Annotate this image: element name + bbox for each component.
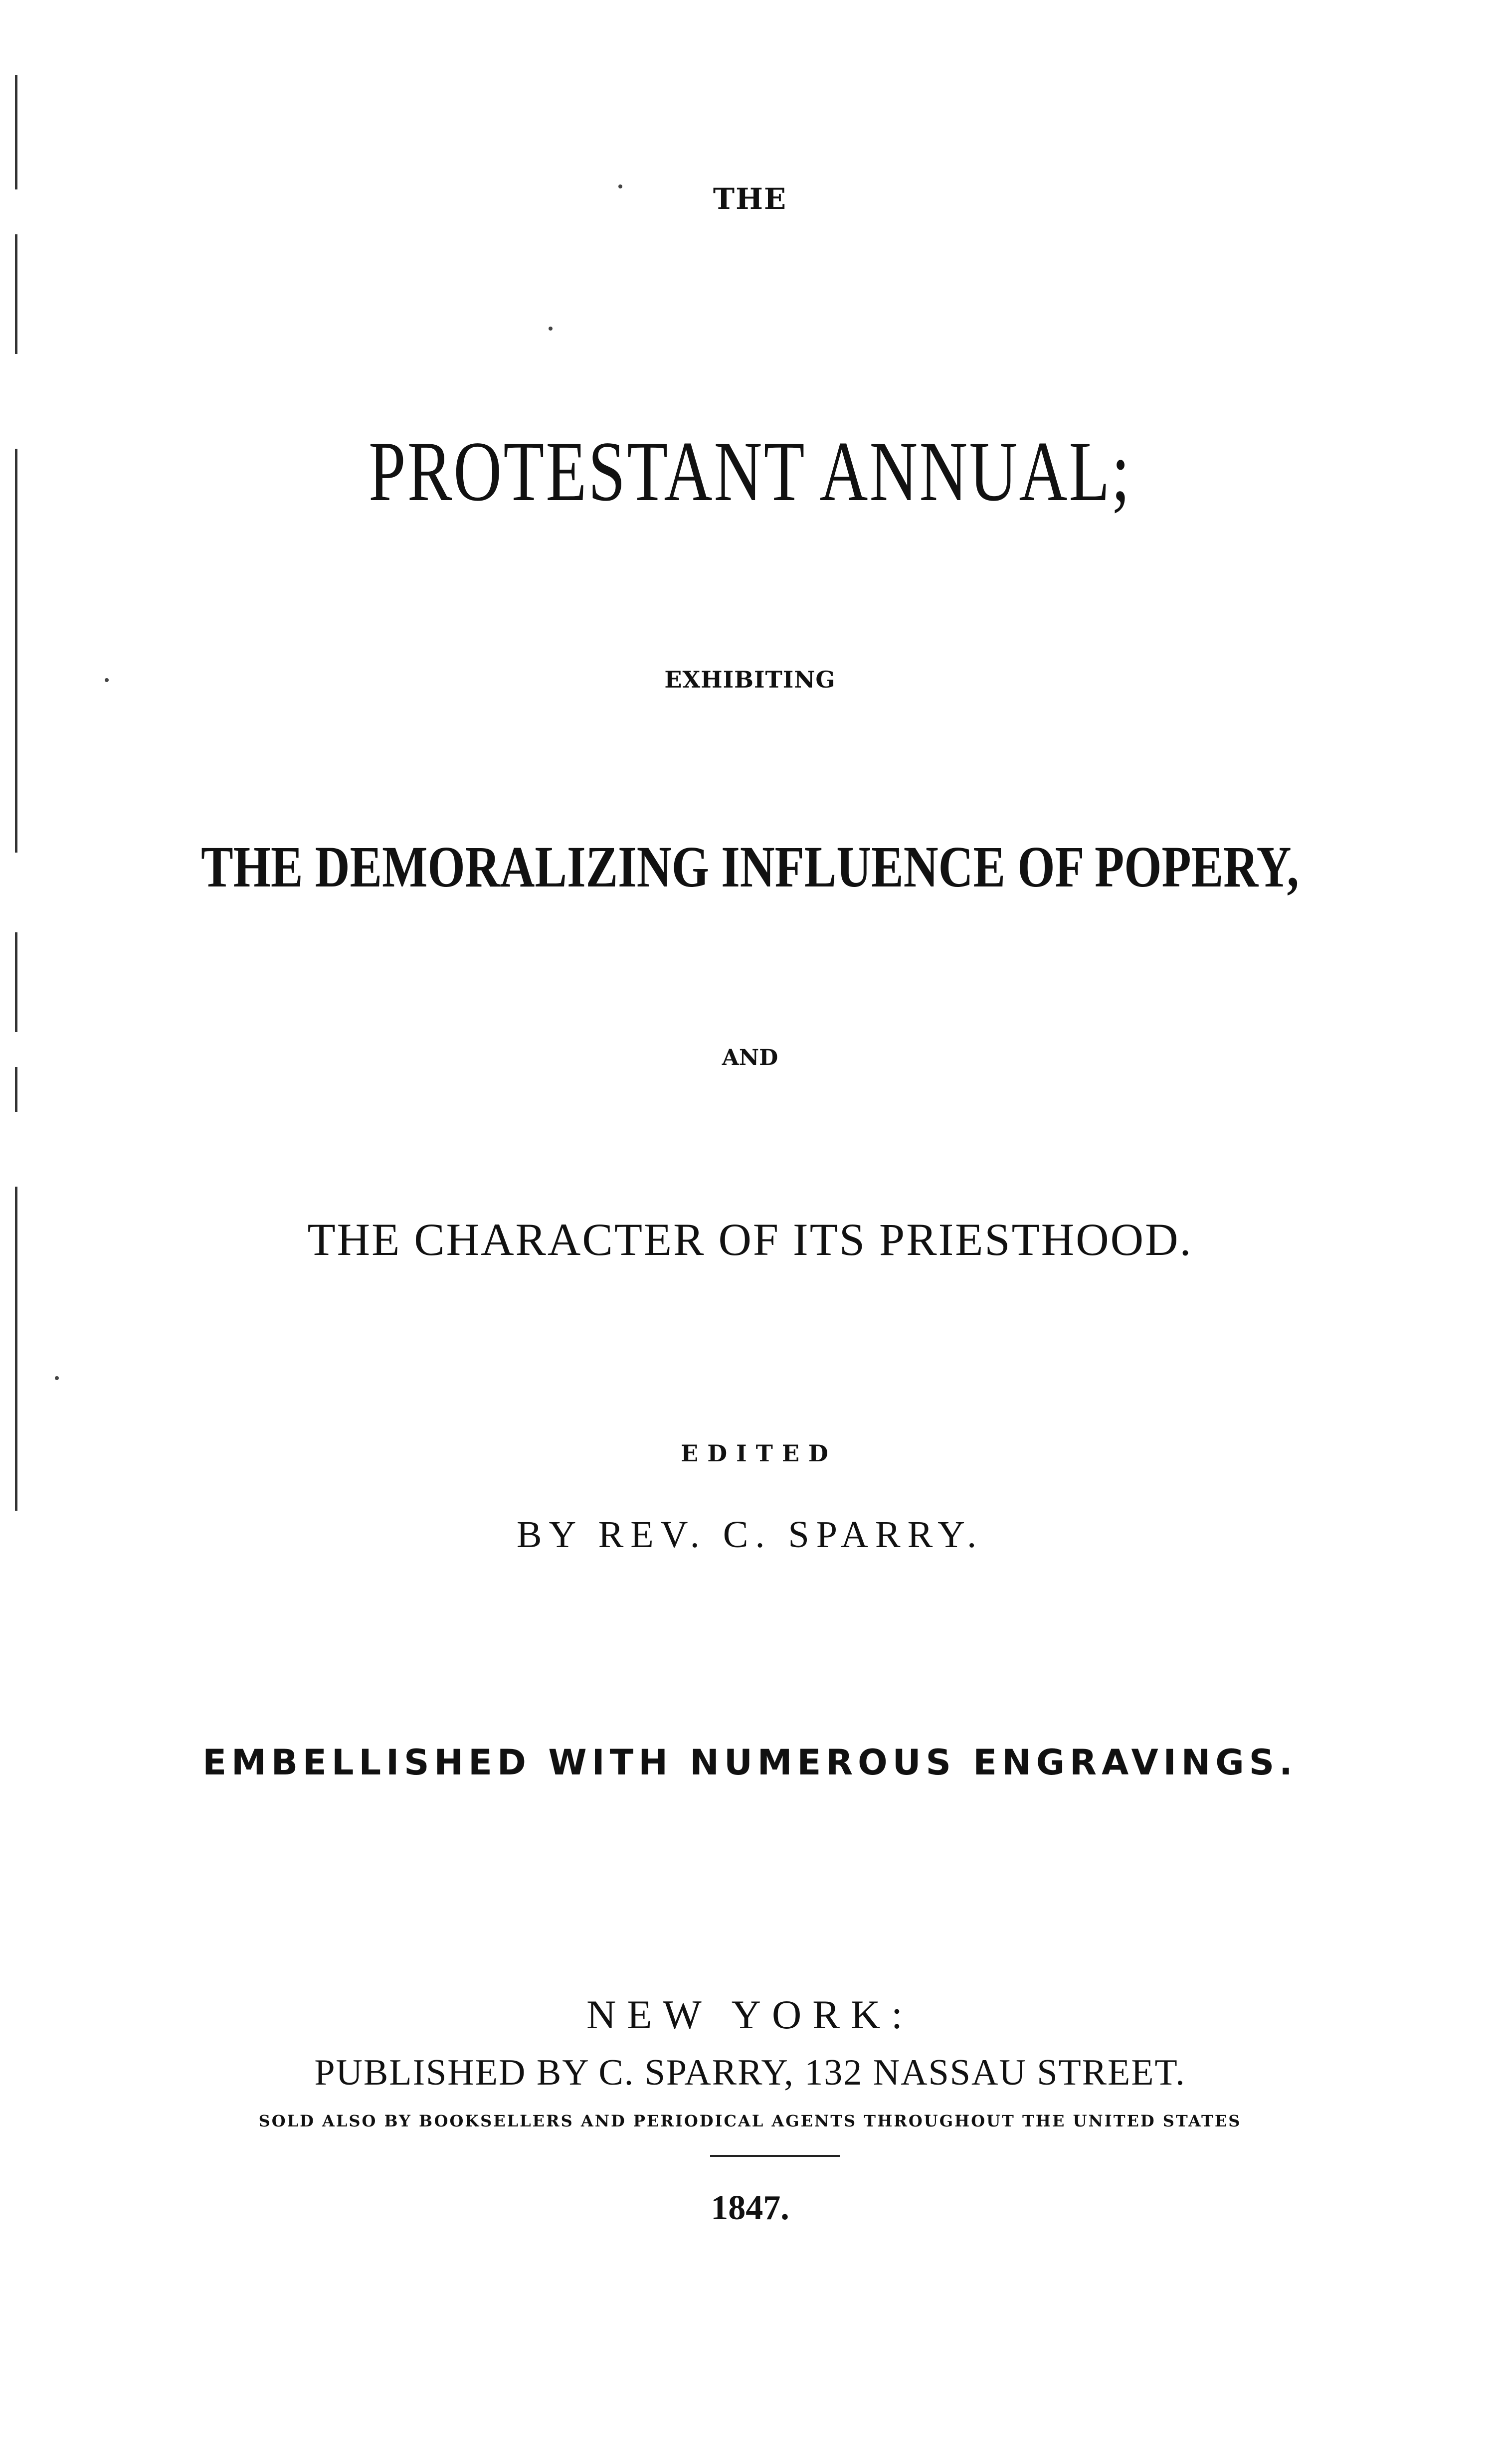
imprint-city: NEW YORK: (586, 1992, 914, 2037)
embellishment-note: EMBELLISHED WITH NUMEROUS ENGRAVINGS. (202, 1742, 1298, 1783)
connector-and: AND (722, 1045, 778, 1070)
imprint-publisher: PUBLISHED BY C. SPARRY, 132 NASSAU STREET. (314, 2052, 1186, 2093)
scan-edge-line-5 (15, 1067, 17, 1112)
scan-speck (55, 1376, 59, 1380)
scan-speck (549, 327, 553, 331)
scan-edge-line-3 (15, 449, 17, 853)
scan-edge-line-4 (15, 932, 17, 1032)
imprint-rule (710, 2155, 840, 2157)
imprint-year: 1847. (711, 2189, 789, 2227)
connector-exhibiting: EXHIBITING (664, 666, 836, 693)
scan-edge-line-2 (15, 234, 17, 354)
title-article: THE (713, 182, 787, 216)
scan-edge-line-1 (15, 75, 17, 189)
editor-name: BY REV. C. SPARRY. (516, 1514, 984, 1556)
edited-label: EDITED (681, 1440, 837, 1467)
main-title: PROTESTANT ANNUAL; (369, 424, 1131, 519)
subtitle-influence: THE DEMORALIZING INFLUENCE OF POPERY, (201, 834, 1299, 899)
subtitle-priesthood: THE CHARACTER OF ITS PRIESTHOOD. (307, 1214, 1193, 1265)
imprint-distribution: SOLD ALSO BY BOOKSELLERS AND PERIODICAL AGENTS THROUGHOUT THE UNITED STATES (258, 2112, 1242, 2130)
